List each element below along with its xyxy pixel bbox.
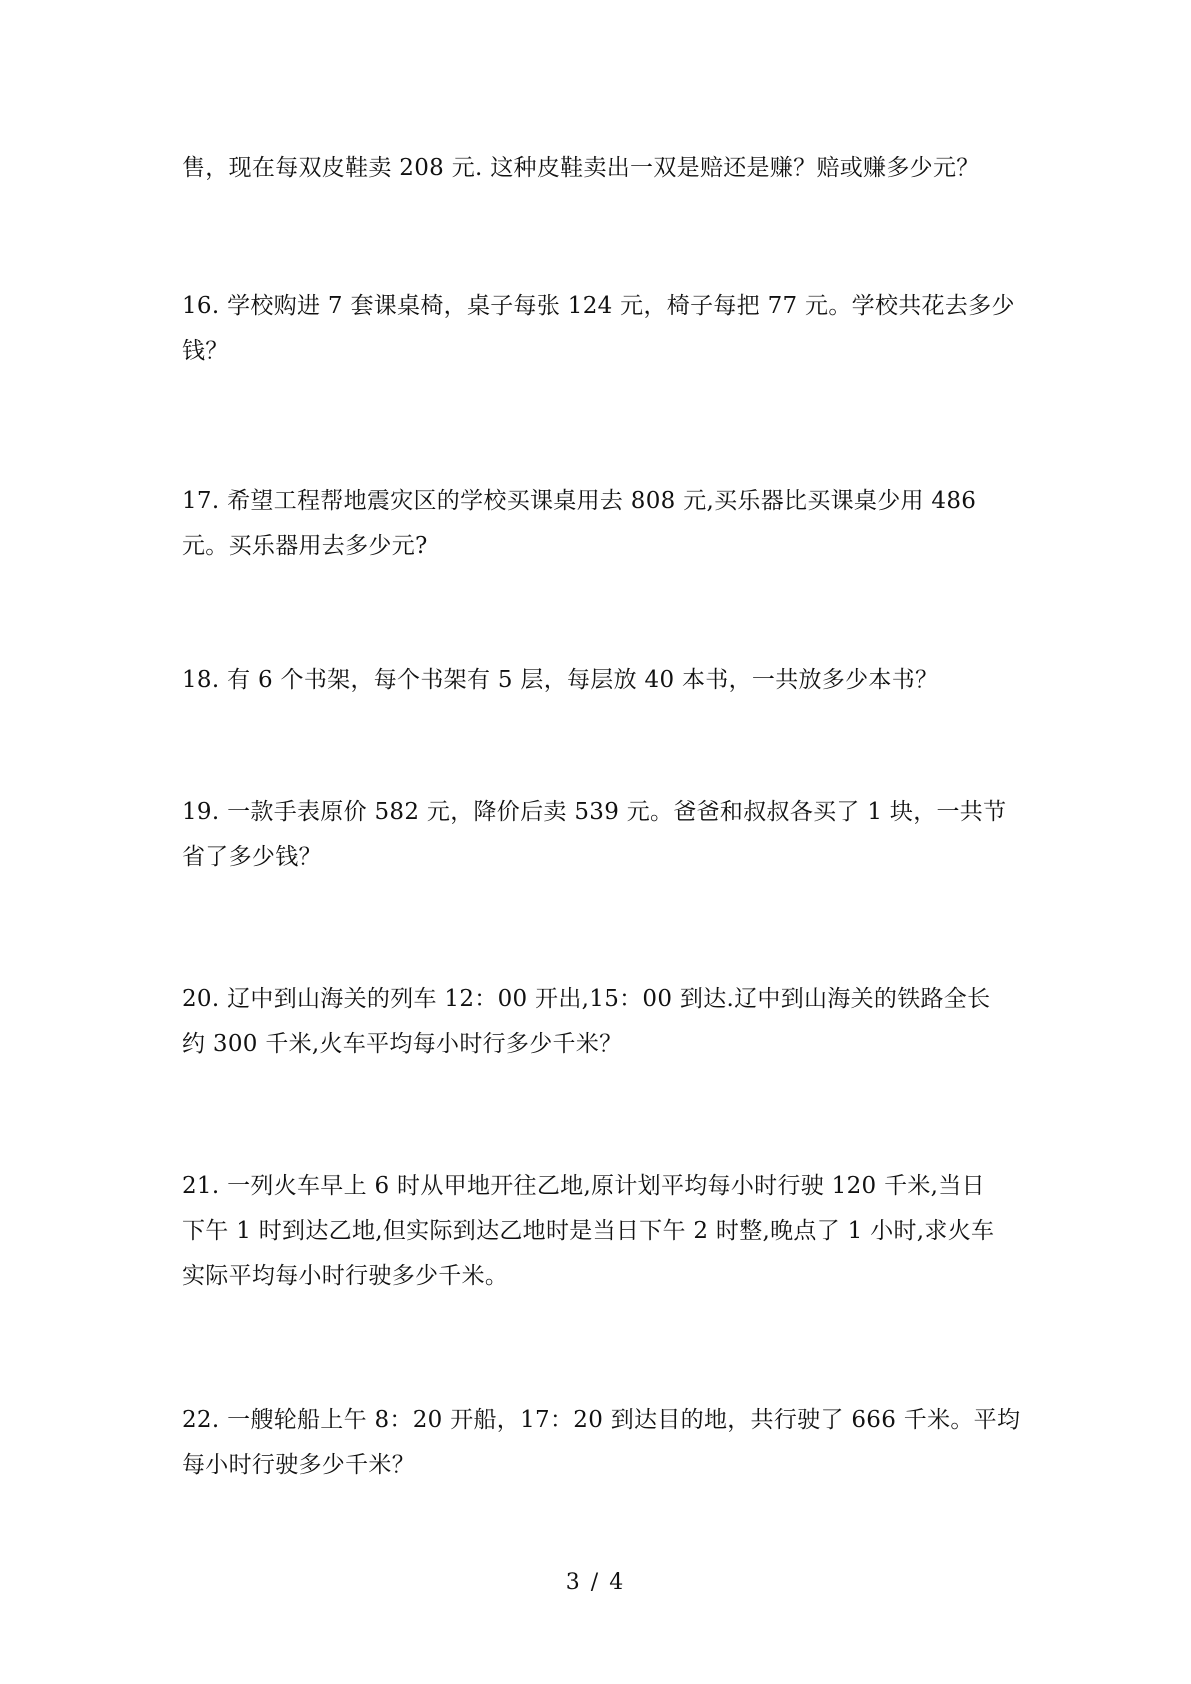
problem-21-line-1: 21. 一列火车早上 6 时从甲地开往乙地,原计划平均每小时行驶 120 千米,当日 xyxy=(182,1173,985,1199)
page-number: 3 / 4 xyxy=(565,1570,626,1595)
problem-16-line-2: 钱？ xyxy=(182,338,229,364)
problem-21-line-3: 实际平均每小时行驶多少千米。 xyxy=(182,1263,509,1289)
problem-19-line-1: 19. 一款手表原价 582 元，降价后卖 539 元。爸爸和叔叔各买了 1 块，一共节 xyxy=(182,799,1007,825)
problem-22-line-2: 每小时行驶多少千米？ xyxy=(182,1452,415,1478)
problem-17-line-1: 17. 希望工程帮地震灾区的学校买课桌用去 808 元,买乐器比买课桌少用 486 xyxy=(182,488,977,514)
problem-20-line-2: 约 300 千米,火车平均每小时行多少千米？ xyxy=(182,1031,623,1057)
problem-20-line-1: 20. 辽中到山海关的列车 12：00 开出,15：00 到达.辽中到山海关的铁路全长 xyxy=(182,986,991,1012)
problem-18-line-1: 18. 有 6 个书架，每个书架有 5 层，每层放 40 本书，一共放多少本书？ xyxy=(182,667,939,693)
problem-16-line-1: 16. 学校购进 7 套课桌椅，桌子每张 124 元，椅子每把 77 元。学校共花去多少 xyxy=(182,293,1015,319)
problem-22-line-1: 22. 一艘轮船上午 8：20 开船，17：20 到达目的地，共行驶了 666 千米。平均 xyxy=(182,1407,1021,1433)
problem-21-line-2: 下午 1 时到达乙地,但实际到达乙地时是当日下午 2 时整,晚点了 1 小时,求火车 xyxy=(182,1218,995,1244)
problem-17-line-2: 元。买乐器用去多少元? xyxy=(182,533,428,559)
problem-19-line-2: 省了多少钱？ xyxy=(182,844,322,870)
problem-15-continuation: 售，现在每双皮鞋卖 208 元. 这种皮鞋卖出一双是赔还是赚？赔或赚多少元？ xyxy=(182,155,980,181)
